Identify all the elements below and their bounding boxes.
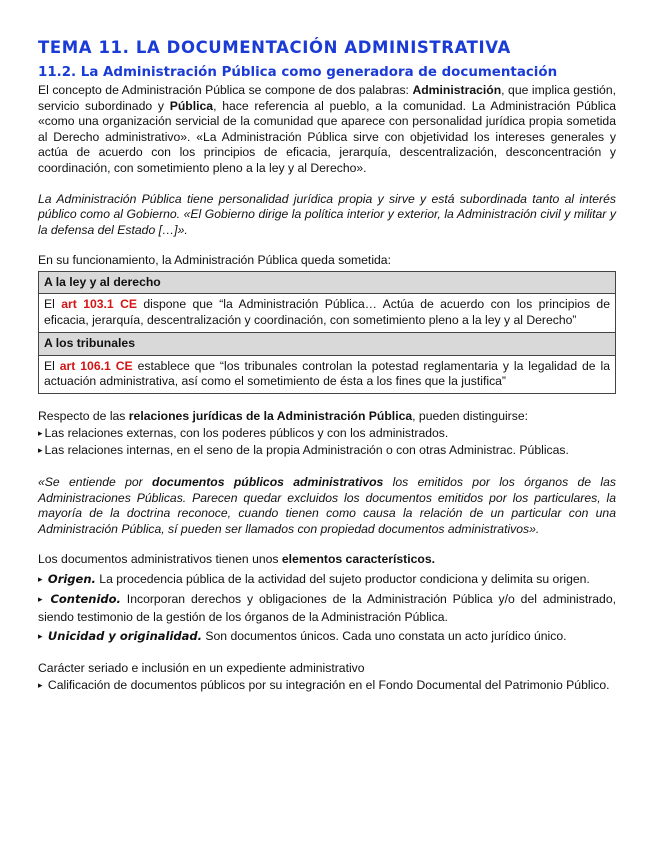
table-header-courts: A los tribunales (39, 333, 616, 355)
element-origin: ▸ Origen. La procedencia pública de la actividad del sujeto productor condiciona y delimita su origen. (38, 571, 590, 586)
list-item: ▸ Las relaciones externas, con los poderes públicos y con los administrados. (38, 425, 449, 440)
list-item: ▸ Las relaciones internas, en el seno de la propia Administración o con otras Administrac. Públicas. (38, 443, 569, 458)
document-page (38, 38, 616, 694)
functioning-intro: En su funcionamiento, la Administración Pública queda sometida: (38, 253, 391, 268)
submission-table (38, 271, 616, 394)
page-title: TEMA 11. LA DOCUMENTACIÓN ADMINISTRATIVA (38, 38, 511, 57)
bullet-icon: ▸ (38, 445, 43, 456)
bullet-icon: ▸ (38, 573, 43, 584)
quote-paragraph: La Administración Pública tiene personalidad jurídica propia y sirve y está subordinada tanto al interés público como al Gobierno. «El Gobierno dirige la política interior y exterior, la Administración civil y militar y la defensa del Estado […]». (38, 191, 616, 237)
bullet-icon: ▸ (38, 427, 43, 438)
table-cell-law: El art 103.1 CE dispone que “la Administración Pública… Actúa de acuerdo con los principios de eficacia, jerarquía, descentralización y coordinación, con sometimiento pleno a la ley y al Derecho” (39, 294, 616, 333)
element-uniqueness: ▸ Unicidad y originalidad. Son documentos únicos. Cada uno constata un acto jurídico único. (38, 629, 567, 644)
bullet-icon: ▸ (38, 631, 43, 642)
elements-intro: Los documentos administrativos tienen unos elementos característicos. (38, 552, 435, 567)
section-heading: 11.2. La Administración Pública como generadora de documentación (38, 65, 558, 80)
serial-bullet: ▸ Calificación de documentos públicos por su integración en el Fondo Documental del Patrimonio Público. (38, 677, 610, 692)
intro-paragraph: El concepto de Administración Pública se compone de dos palabras: Administración, que implica gestión, servicio subordinado y Pública, hace referencia al pueblo, a la comunidad. La Administración Pública «como una organización servicial de la comunidad que aparece con personalidad jurídica propia sometida al Derecho administrativo». «La Administración Pública sirve con objetividad los intereses generales y actúa de acuerdo con los principios de eficacia, jerarquía, descentralización, desconcentración y coordinación, con sometimiento pleno a la ley y al Derecho». (38, 83, 616, 175)
serial-heading: Carácter seriado e inclusión en un expediente administrativo (38, 660, 365, 675)
relations-intro: Respecto de las relaciones jurídicas de la Administración Pública, pueden distinguirse: (38, 409, 528, 424)
bullet-icon: ▸ (38, 594, 43, 605)
bullet-icon: ▸ (38, 679, 43, 690)
table-cell-courts: El art 106.1 CE establece que “los tribunales controlan la potestad reglamentaria y la legalidad de la actuación administrativa, así como el sometimiento de ésta a los fines que la justifica” (39, 355, 616, 394)
element-content: ▸ Contenido. Incorporan derechos y obligaciones de la Administración Pública y/o del administrado, siendo testimonio de la gestión de los órganos de la Administración Pública. (38, 592, 617, 624)
definition-quote: «Se entiende por documentos públicos administrativos los emitidos por los órganos de las Administraciones Públicas. Parecen quedar excluidos los documentos emitidos por los particulares, la mayoría de la doctrina reconoce, cuando tienen como causa la relación de un particular con una Administración Pública, sí pueden ser llamados con propiedad documentos administrativos». (38, 474, 616, 536)
table-header-law: A la ley y al derecho (39, 271, 616, 293)
